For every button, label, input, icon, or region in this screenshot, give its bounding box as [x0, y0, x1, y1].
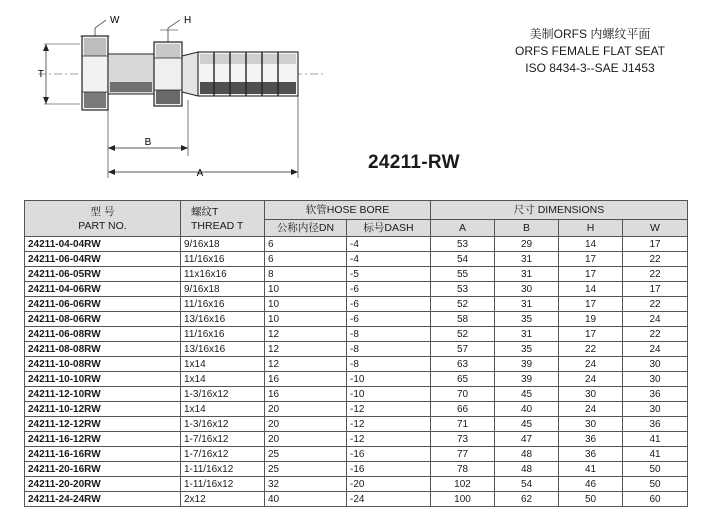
cell-thread: 1-7/16x12	[181, 447, 265, 462]
cell-thread: 13/16x16	[181, 342, 265, 357]
cell-h: 30	[559, 417, 623, 432]
header-b: B	[495, 220, 559, 237]
cell-thread: 2x12	[181, 492, 265, 507]
cell-dn: 16	[265, 387, 347, 402]
cell-b: 35	[495, 312, 559, 327]
table-row	[25, 237, 688, 252]
table-row	[25, 282, 688, 297]
cell-part-no: 24211-06-04RW	[25, 252, 181, 267]
cell-b: 45	[495, 417, 559, 432]
cell-w: 30	[623, 357, 688, 372]
cell-h: 17	[559, 327, 623, 342]
label-w: W	[110, 15, 120, 26]
cell-h: 50	[559, 492, 623, 507]
cell-w: 22	[623, 267, 688, 282]
cell-w: 22	[623, 327, 688, 342]
cell-dn: 12	[265, 357, 347, 372]
header-h: H	[559, 220, 623, 237]
cell-part-no: 24211-06-08RW	[25, 327, 181, 342]
cell-dash: -4	[347, 252, 431, 267]
cell-b: 48	[495, 447, 559, 462]
header-w: W	[623, 220, 688, 237]
label-h: H	[184, 15, 192, 26]
cell-h: 36	[559, 447, 623, 462]
cell-thread: 1-3/16x12	[181, 387, 265, 402]
cell-b: 40	[495, 402, 559, 417]
cell-a: 70	[431, 387, 495, 402]
cell-h: 24	[559, 372, 623, 387]
cell-dash: -6	[347, 282, 431, 297]
cell-part-no: 24211-20-16RW	[25, 462, 181, 477]
body-hex	[154, 42, 182, 106]
label-b: B	[144, 137, 152, 148]
cell-w: 17	[623, 237, 688, 252]
cell-dn: 40	[265, 492, 347, 507]
cell-thread: 1-3/16x12	[181, 417, 265, 432]
cell-dash: -10	[347, 387, 431, 402]
cell-a: 66	[431, 402, 495, 417]
hose-tail	[198, 52, 298, 96]
cell-part-no: 24211-08-08RW	[25, 342, 181, 357]
header-part-no: 型 号 PART NO.	[25, 201, 181, 237]
cell-part-no: 24211-10-10RW	[25, 372, 181, 387]
table-row	[25, 342, 688, 357]
header-dn: 公称内径DN	[265, 220, 347, 237]
cell-dn: 10	[265, 282, 347, 297]
cell-b: 31	[495, 267, 559, 282]
cell-a: 52	[431, 297, 495, 312]
cell-dash: -12	[347, 417, 431, 432]
cell-a: 55	[431, 267, 495, 282]
model-number: 24211-RW	[368, 152, 460, 173]
cell-h: 22	[559, 342, 623, 357]
cell-thread: 1-7/16x12	[181, 432, 265, 447]
cell-h: 17	[559, 267, 623, 282]
cell-h: 24	[559, 402, 623, 417]
cell-b: 39	[495, 357, 559, 372]
spec-table	[24, 200, 688, 507]
table-row	[25, 372, 688, 387]
cell-dn: 6	[265, 252, 347, 267]
table-row	[25, 267, 688, 282]
table-row	[25, 402, 688, 417]
cell-part-no: 24211-06-06RW	[25, 297, 181, 312]
header-dash: 标号DASH	[347, 220, 431, 237]
cell-w: 41	[623, 432, 688, 447]
cell-b: 45	[495, 387, 559, 402]
cell-part-no: 24211-10-12RW	[25, 402, 181, 417]
cell-a: 58	[431, 312, 495, 327]
table-row	[25, 492, 688, 507]
cell-a: 57	[431, 342, 495, 357]
table-row	[25, 432, 688, 447]
cell-dn: 32	[265, 477, 347, 492]
cell-b: 39	[495, 372, 559, 387]
cell-w: 36	[623, 387, 688, 402]
caption-cn: 美制ORFS 内螺纹平面	[529, 27, 651, 41]
cell-h: 46	[559, 477, 623, 492]
cell-b: 35	[495, 342, 559, 357]
cell-part-no: 24211-04-04RW	[25, 237, 181, 252]
cell-thread: 11/16x16	[181, 252, 265, 267]
cell-thread: 9/16x18	[181, 282, 265, 297]
cell-dash: -12	[347, 402, 431, 417]
label-a: A	[196, 168, 204, 179]
table-row	[25, 417, 688, 432]
cell-dash: -4	[347, 237, 431, 252]
cell-dash: -8	[347, 327, 431, 342]
cell-a: 71	[431, 417, 495, 432]
label-t: T	[37, 69, 44, 80]
cell-part-no: 24211-20-20RW	[25, 477, 181, 492]
cell-a: 54	[431, 252, 495, 267]
cell-dash: -24	[347, 492, 431, 507]
cell-part-no: 24211-16-16RW	[25, 447, 181, 462]
caption-standard: ISO 8434-3--SAE J1453	[525, 61, 655, 75]
cell-b: 47	[495, 432, 559, 447]
cell-h: 24	[559, 357, 623, 372]
cell-b: 48	[495, 462, 559, 477]
cell-b: 30	[495, 282, 559, 297]
cell-dash: -16	[347, 447, 431, 462]
table-row	[25, 447, 688, 462]
cell-b: 31	[495, 297, 559, 312]
cell-part-no: 24211-12-12RW	[25, 417, 181, 432]
cell-dash: -10	[347, 372, 431, 387]
cell-a: 77	[431, 447, 495, 462]
cell-thread: 1x14	[181, 357, 265, 372]
cell-thread: 9/16x18	[181, 237, 265, 252]
cell-w: 30	[623, 372, 688, 387]
table-row	[25, 327, 688, 342]
cell-dn: 12	[265, 327, 347, 342]
cell-h: 30	[559, 387, 623, 402]
cell-h: 36	[559, 432, 623, 447]
cell-h: 17	[559, 297, 623, 312]
cell-dn: 6	[265, 237, 347, 252]
cell-h: 14	[559, 282, 623, 297]
cell-thread: 11/16x16	[181, 297, 265, 312]
cell-a: 53	[431, 237, 495, 252]
table-row	[25, 462, 688, 477]
cell-w: 22	[623, 252, 688, 267]
cell-dn: 25	[265, 447, 347, 462]
cell-b: 31	[495, 327, 559, 342]
cell-part-no: 24211-10-08RW	[25, 357, 181, 372]
cell-w: 50	[623, 462, 688, 477]
product-caption	[480, 26, 700, 77]
cell-dash: -8	[347, 357, 431, 372]
cell-thread: 11/16x16	[181, 327, 265, 342]
cell-w: 36	[623, 417, 688, 432]
cell-thread: 1-11/16x12	[181, 477, 265, 492]
cell-dash: -5	[347, 267, 431, 282]
cell-dash: -16	[347, 462, 431, 477]
cell-a: 63	[431, 357, 495, 372]
cell-w: 22	[623, 297, 688, 312]
header-thread: 螺纹T THREAD T	[181, 201, 265, 237]
cell-dash: -6	[347, 297, 431, 312]
cell-a: 65	[431, 372, 495, 387]
cell-dn: 8	[265, 267, 347, 282]
table-row	[25, 357, 688, 372]
cell-a: 52	[431, 327, 495, 342]
cell-thread: 1-11/16x12	[181, 462, 265, 477]
cell-dn: 10	[265, 297, 347, 312]
cell-h: 19	[559, 312, 623, 327]
cell-w: 60	[623, 492, 688, 507]
cell-h: 17	[559, 252, 623, 267]
cell-dn: 10	[265, 312, 347, 327]
table-row	[25, 297, 688, 312]
cell-a: 102	[431, 477, 495, 492]
cell-dash: -12	[347, 432, 431, 447]
cell-b: 29	[495, 237, 559, 252]
cell-part-no: 24211-24-24RW	[25, 492, 181, 507]
cell-part-no: 24211-16-12RW	[25, 432, 181, 447]
cell-w: 30	[623, 402, 688, 417]
cell-a: 100	[431, 492, 495, 507]
fitting-drawing	[0, 0, 330, 190]
cell-w: 41	[623, 447, 688, 462]
cell-part-no: 24211-06-05RW	[25, 267, 181, 282]
table-row	[25, 477, 688, 492]
cell-dn: 12	[265, 342, 347, 357]
table-row	[25, 312, 688, 327]
cell-w: 50	[623, 477, 688, 492]
cell-dash: -20	[347, 477, 431, 492]
cell-h: 41	[559, 462, 623, 477]
cell-thread: 1x14	[181, 402, 265, 417]
cell-part-no: 24211-08-06RW	[25, 312, 181, 327]
cell-w: 24	[623, 312, 688, 327]
cell-b: 62	[495, 492, 559, 507]
cell-a: 78	[431, 462, 495, 477]
cell-part-no: 24211-12-10RW	[25, 387, 181, 402]
hex-nut	[82, 36, 108, 110]
cell-dn: 16	[265, 372, 347, 387]
table-row	[25, 252, 688, 267]
header-dimensions: 尺寸 DIMENSIONS	[431, 201, 688, 220]
cell-dn: 20	[265, 432, 347, 447]
cell-dash: -6	[347, 312, 431, 327]
spec-table-body	[25, 237, 688, 507]
header-a: A	[431, 220, 495, 237]
cell-dn: 20	[265, 417, 347, 432]
cell-b: 54	[495, 477, 559, 492]
cell-part-no: 24211-04-06RW	[25, 282, 181, 297]
header-hose-bore: 软管HOSE BORE	[265, 201, 431, 220]
table-row	[25, 387, 688, 402]
cell-w: 17	[623, 282, 688, 297]
cell-dash: -8	[347, 342, 431, 357]
cell-thread: 11x16x16	[181, 267, 265, 282]
cell-thread: 1x14	[181, 372, 265, 387]
cell-b: 31	[495, 252, 559, 267]
cell-dn: 25	[265, 462, 347, 477]
cell-dn: 20	[265, 402, 347, 417]
cell-a: 53	[431, 282, 495, 297]
cell-a: 73	[431, 432, 495, 447]
cell-h: 14	[559, 237, 623, 252]
cell-w: 24	[623, 342, 688, 357]
caption-en: ORFS FEMALE FLAT SEAT	[514, 44, 666, 58]
cell-thread: 13/16x16	[181, 312, 265, 327]
